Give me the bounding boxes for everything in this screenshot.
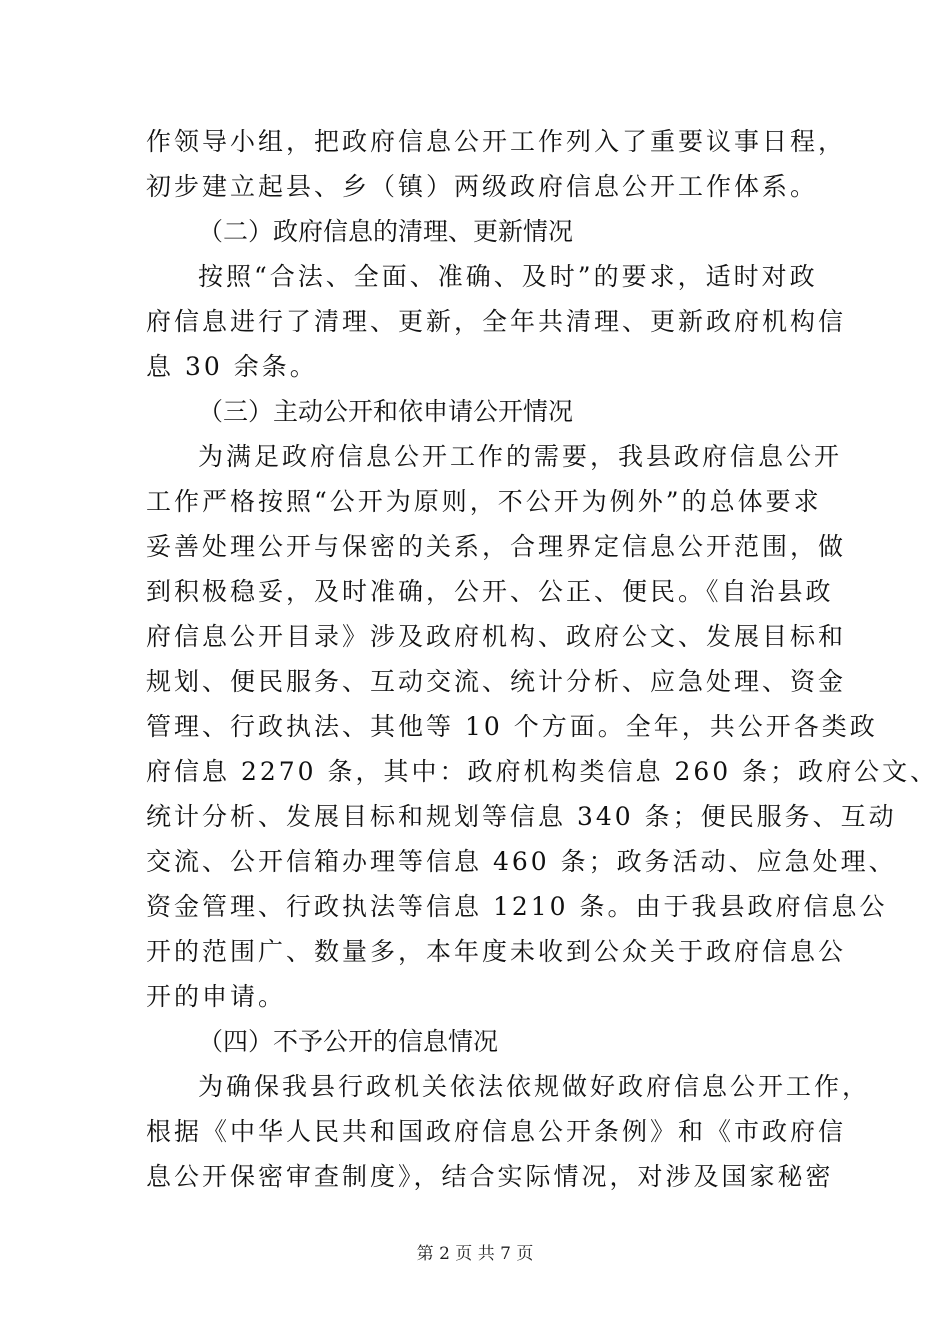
body-paragraph (146, 1064, 871, 1199)
text-line: 规划、便民服务、互动交流、统计分析、应急处理、资金 (146, 667, 847, 696)
body-paragraph (146, 434, 939, 1019)
text-line: 开的申请。 (146, 982, 287, 1011)
text-line: 妥善处理公开与保密的关系，合理界定信息公开范围，做 (146, 532, 847, 561)
text-line: 工作严格按照“公开为原则，不公开为例外”的总体要求 (146, 487, 822, 516)
text-line: 管理、行政执法、其他等 10 个方面。全年，共公开各类政 (146, 712, 878, 741)
text-line: 开的范围广、数量多，本年度未收到公众关于政府信息公 (146, 937, 847, 966)
text-line: 初步建立起县、乡（镇）两级政府信息公开工作体系。 (146, 172, 819, 201)
text-line: 府信息公开目录》涉及政府机构、政府公文、发展目标和 (146, 622, 847, 651)
text-line: 为满足政府信息公开工作的需要，我县政府信息公开 (198, 442, 843, 471)
text-line: 息 30 余条。 (146, 352, 318, 381)
text-line: 按照“合法、全面、准确、及时”的要求，适时对政 (198, 262, 818, 291)
text-line: 息公开保密审查制度》，结合实际情况，对涉及国家秘密 (146, 1162, 834, 1191)
text-line: 到积极稳妥，及时准确，公开、公正、便民。《自治县政 (146, 577, 834, 606)
text-line: 府信息进行了清理、更新，全年共清理、更新政府机构信 (146, 307, 847, 336)
section-heading: （二）政府信息的清理、更新情况 (198, 217, 574, 246)
text-line: 统计分析、发展目标和规划等信息 340 条；便民服务、互动 (146, 802, 897, 831)
text-line: 府信息 2270 条，其中：政府机构类信息 260 条；政府公文、 (146, 757, 939, 786)
body-paragraph (146, 119, 847, 209)
text-line: 资金管理、行政执法等信息 1210 条。由于我县政府信息公 (146, 892, 888, 921)
text-line: 为确保我县行政机关依法依规做好政府信息公开工作， (198, 1072, 871, 1101)
body-paragraph (146, 254, 847, 389)
page-number-footer: 第 2 页 共 7 页 (416, 1244, 534, 1264)
text-line: 作领导小组，把政府信息公开工作列入了重要议事日程， (146, 127, 847, 156)
text-line: 交流、公开信箱办理等信息 460 条；政务活动、应急处理、 (146, 847, 897, 876)
section-heading: （四）不予公开的信息情况 (198, 1027, 499, 1056)
document-body (146, 119, 939, 1199)
section-heading: （三）主动公开和依申请公开情况 (198, 397, 574, 426)
text-line: 根据《中华人民共和国政府信息公开条例》和《市政府信 (146, 1117, 847, 1146)
